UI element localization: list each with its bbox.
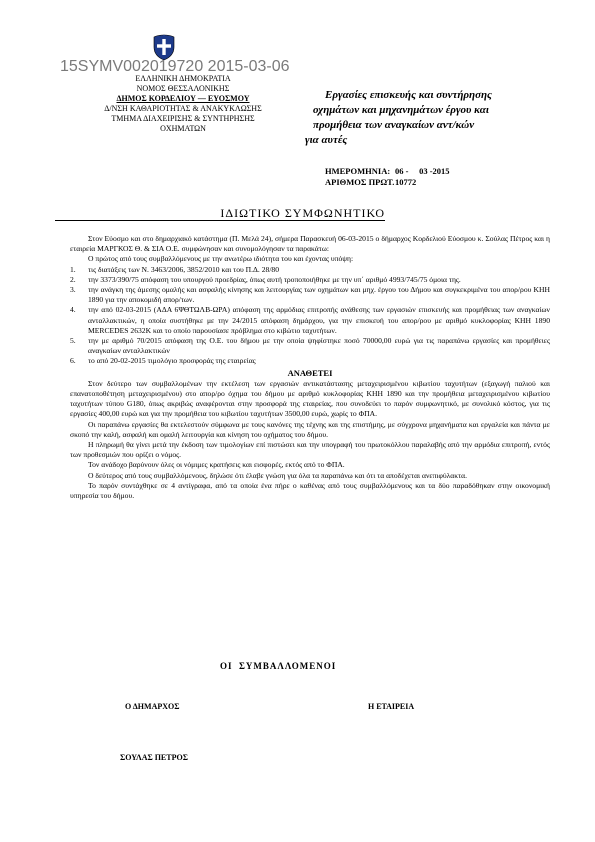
document-meta [325,166,450,188]
municipality-name: ΔΗΜΟΣ ΚΟΡΔΕΛΙΟΥ — ΕΥΟΣΜΟΥ [116,94,250,103]
protocol-value: 10772 [395,177,417,187]
considerations-list [70,265,550,367]
payment-paragraph: Η πληρωμή θα γίνει μετά την έκδοση των τιμολογίων επί πιστώσει και την υπογραφή του πρωτοκόλλου παραλαβής από την αρμόδια επιτροπή, εντός των προθεσμιών που ορίζει ο νόμος. [70,440,550,460]
assigns-heading: ΑΝΑΘΕΤΕΙ [287,367,333,378]
list-item: 2. την 3373/390/75 απόφαση του υπουργού προεδρίας, όπως αυτή τροποποιήθηκε με την υπ΄ αριθμό 4993/745/75 όμοια της. [70,274,461,284]
list-item: 6. το από 20-02-2015 τιμολόγιο προσφοράς της εταιρείας [70,356,256,366]
document-title: ΙΔΙΩΤΙΚΟ ΣΥΜΦΩΝΗΤΙΚΟ [55,206,385,221]
mayor-signature-label: Ο ΔΗΜΑΡΧΟΣ [125,702,180,711]
assignment-paragraph: Στον δεύτερο των συμβαλλομένων την εκτέλεση των εργασιών αντικατάστασης μεταχειρισμένου κιβωτίου ταχυτήτων (εξαγωγή παλιού και επανατοποθέτηση μεταχειρισμένου) στο απορ/ρο όχημα του δήμου με αριθμό κυκλοφορίας ΚΗΗ 1890 και την προμήθεια μεταχειρισμένου κιβωτίου ταχυτήτων τύπου G180, όπως ακριβώς αναφέρονται στην προσφορά της εταιρείας, που συνοδεύει το παρόν συμφωνητικό, με συνολικό κόστος, για τις εργασίες 400,00 ευρώ και για την προμήθεια του κιβωτίου ταχυτήτων 3500,00 ευρώ, χωρίς το ΦΠΑ. [70,378,550,419]
execution-paragraph: Οι παραπάνω εργασίες θα εκτελεστούν σύμφωνα με τους κανόνες της τέχνης και της επιστήμης, με σύγχρονα μηχανήματα και εργαλεία και πάντα με σκοπό την καλή, ασφαλή και ομαλή λειτουργία και κίνηση του οχήματος του δήμου. [70,419,550,439]
signers-heading: ΟΙ ΣΥΜΒΑΛΛΟΜΕΝΟΙ [220,661,337,671]
header-line: ΟΧΗΜΑΤΩΝ [160,124,206,133]
acceptance-paragraph: Ο δεύτερος από τους συμβαλλόμενους, δηλώσε ότι έλαβε γνώση για όλα τα παραπάνω και ότι τα αποδέχεται ανεπιφύλακτα. [88,470,468,480]
date-label: ΗΜΕΡΟΜΗΝΙΑ: [325,166,391,176]
header-line: ΤΜΗΜΑ ΔΙΑΧΕΙΡΙΣΗΣ & ΣΥΝΤΗΡΗΣΗΣ [111,114,255,123]
document-body [70,234,550,501]
subject-line: για αυτές [305,134,348,146]
list-item: 3. την ανάγκη της άμεσης ομαλής και ασφαλής κίνησης και λειτουργίας των οχημάτων και μηχ. έργου του Δήμου και συγκεκριμένα του απορ/ρου ΚΗΗ 1890 για την αποκομιδή απορ/των. [70,285,550,305]
company-signature-label: Η ΕΤΑΙΡΕΙΑ [368,702,415,711]
document-watermark: 15SYMV002019720 2015-03-06 [60,58,290,75]
list-item: 5. την με αριθμό 70/2015 απόφαση της Ο.Ε. του δήμου με την οποία ψηφίστηκε ποσό 70000,00 ευρώ για τις παραπάνω εργασίες και προμήθειες αναγκαίων ανταλλακτικών [70,336,550,356]
subject-line: προμήθεια των αναγκαίων αντ/κών [313,119,475,131]
header-line: ΕΛΛΗΝΙΚΗ ΔΗΜΟΚΡΑΤΙΑ [135,74,231,83]
copies-paragraph: Το παρόν συντάχθηκε σε 4 αντίγραφα, από τα οποία ένα πήρε ο καθένας από τους συμβαλλόμενους και τα δύο παραδόθηκαν στην οικονομική υπηρεσία του δήμου. [70,480,550,501]
greek-emblem-icon [150,33,178,61]
header-line: Δ/ΝΣΗ ΚΑΘΑΡΙΟΤΗΤΑΣ & ΑΝΑΚΥΚΛΩΣΗΣ [104,104,262,113]
list-item: 4. την από 02-03-2015 (ΑΔΑ 6ΨΘΤΩΛΒ-ΩΡΑ) απόφαση της αρμόδιας επιτροπής ανάθεσης των εργασιών επισκευής και προμήθειας των αναγκαίων ανταλλακτικών, η οποία συστήθηκε με την 24/2015 απόφαση δημάρχου, για την επισκευή του απορ/ρου με αριθμό κυκλοφορίας ΚΗΗ 1890 MERCEDES 2632K και το οποίο παρουσίασε πρόβλημα στο κιβώτιο ταχυτήτων. [70,305,550,335]
protocol-label: ΑΡΙΘΜΟΣ ΠΡΩΤ. [325,177,395,187]
date-value: 06 - 03 -2015 [395,166,450,176]
subject-block [305,88,555,148]
deductions-paragraph: Τον ανάδοχο βαρύνουν όλες οι νόμιμες κρατήσεις και εισφορές, εκτός από το ΦΠΑ. [88,460,345,470]
header-line: ΝΟΜΟΣ ΘΕΣΣΑΛΟΝΙΚΗΣ [136,84,230,93]
subject-line: οχημάτων και μηχανημάτων έργου και [313,104,489,116]
mayor-name: ΣΟΥΛΑΣ ΠΕΤΡΟΣ [120,753,188,762]
first-party-paragraph: Ο πρώτος από τους συμβαλλόμενους με την ανωτέρω ιδιότητα του και έχοντας υπόψη: [88,254,354,264]
list-item: 1. τις διατάξεις των Ν. 3463/2006, 3852/2010 και του Π.Δ. 28/80 [70,264,280,274]
intro-paragraph: Στον Εύοσμο και στο δημαρχιακό κατάστημα (Π. Μελά 24), σήμερα Παρασκευή 06-03-2015 ο δήμαρχος Κορδελιού Εύοσμου κ. Σούλας Πέτρος και η εταιρεία ΜΑΡΓΚΟΣ Θ. & ΣΙΑ Ο.Ε. συμφώνησαν και συνομολόγησαν τα παρακάτω: [70,234,550,254]
subject-line: Εργασίες επισκευής και συντήρησης [325,89,492,101]
issuer-header [98,74,268,134]
